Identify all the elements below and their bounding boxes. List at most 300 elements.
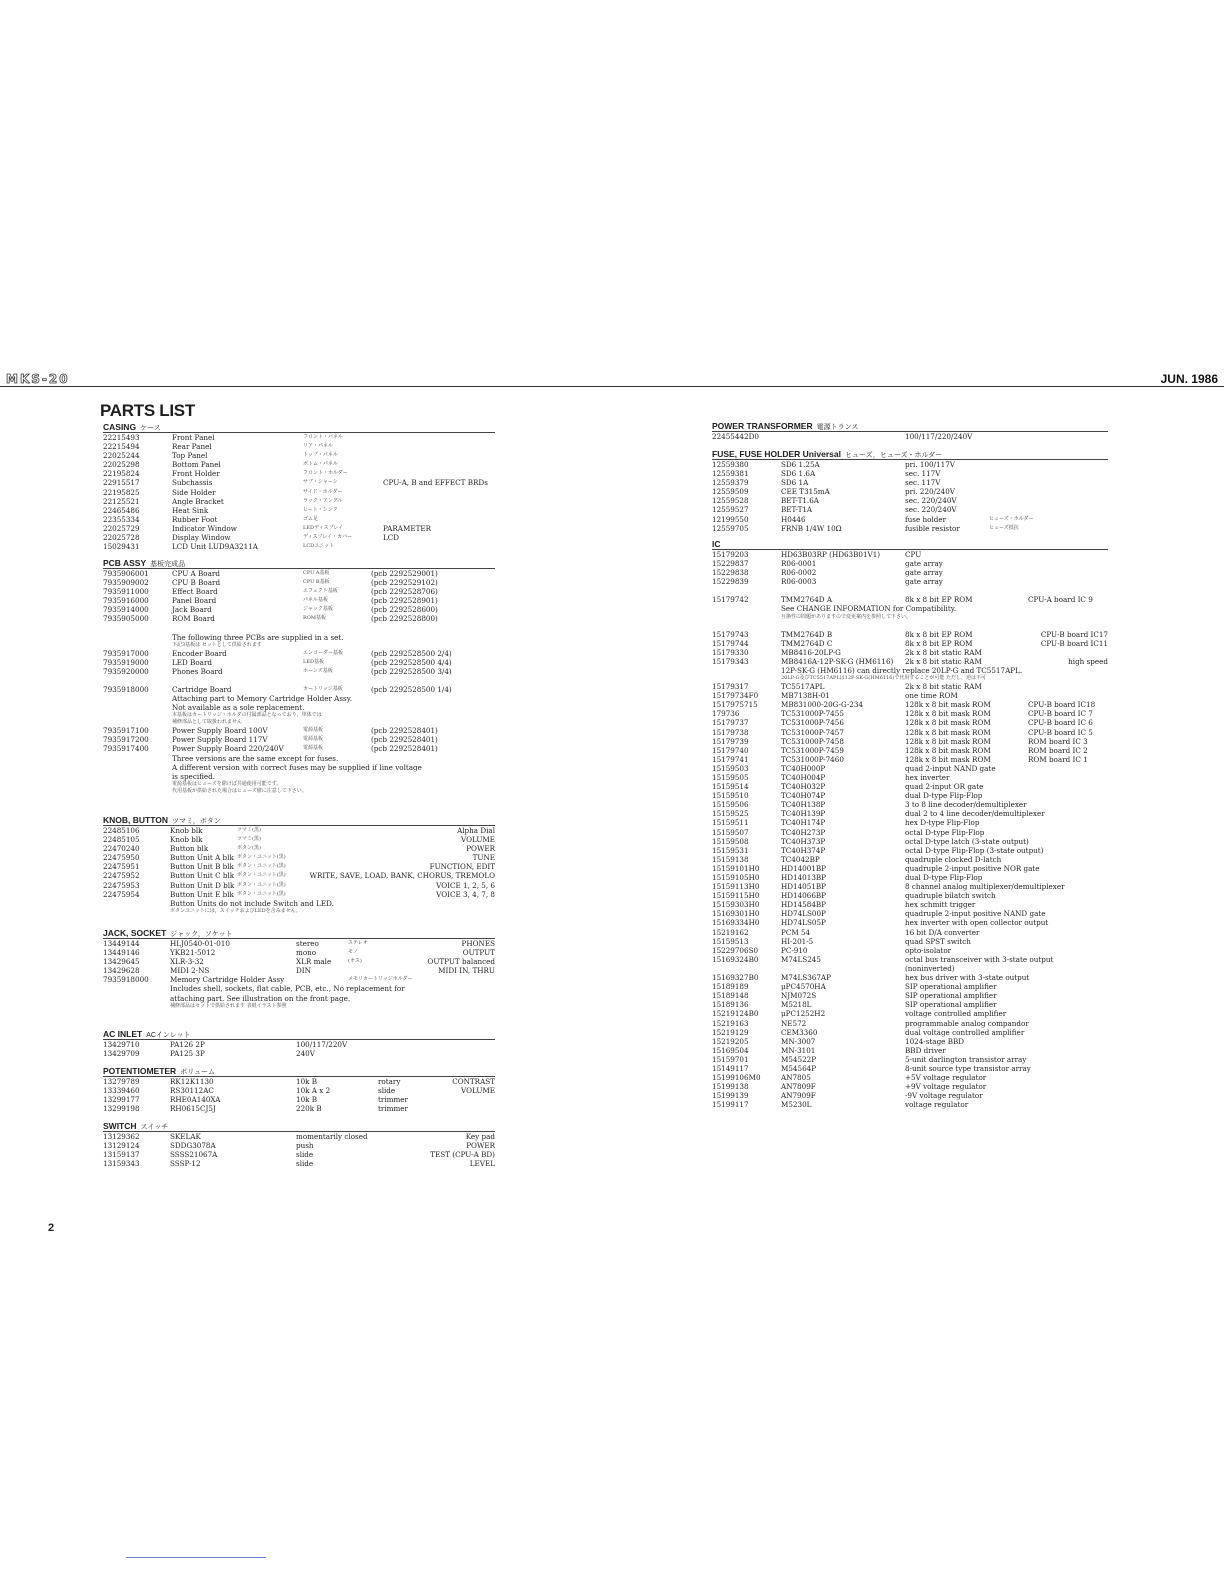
table-cell: HD14066BP [781, 891, 827, 901]
table-row [103, 533, 495, 542]
table-cell: push [296, 1141, 314, 1151]
table-cell: 15229706S0 [712, 945, 759, 955]
table-cell: 2k x 8 bit static RAM [905, 682, 982, 692]
table-cell: 8k x 8 bit EP ROM [905, 595, 973, 605]
table-cell: 電源基板 [303, 736, 324, 743]
table-cell: 10k A x 2 [296, 1086, 331, 1096]
table-cell: 15179740 [712, 745, 749, 755]
table-cell: MB8416A-12P-SK-G (HM6116) [781, 656, 894, 666]
table-row [103, 542, 495, 551]
table-row [712, 764, 1108, 773]
table-cell: 15219124B0 [712, 1009, 759, 1019]
table-cell: 15199117 [712, 1100, 749, 1110]
table-cell: 22475954 [103, 889, 140, 899]
table-cell: 10k B [296, 1095, 318, 1105]
table-row [712, 1064, 1108, 1073]
table-cell: 7935916000 [103, 596, 149, 606]
table-cell: ヒート・シンク [303, 506, 338, 513]
table-cell: TC40H004P [781, 772, 826, 782]
table-cell: TC4042BP [781, 854, 820, 864]
table-cell: Side Holder [172, 487, 216, 497]
table-cell: ボトム・パネル [303, 461, 339, 468]
table-row [712, 837, 1108, 846]
table-cell: octal D-type latch (3-state output) [905, 836, 1029, 846]
table-cell: 22470240 [103, 844, 140, 854]
note-line: Attaching part to Memory Cartridge Holder Assy. [172, 694, 353, 704]
table-row [103, 735, 495, 744]
table-cell: 15179744 [712, 638, 749, 648]
note-line: A different version with correct fuses may be supplied if line voltage [172, 762, 422, 772]
table-cell: 15159113H0 [712, 882, 760, 892]
table-cell: 220k B [296, 1104, 322, 1114]
table-cell: 7935914000 [103, 605, 149, 615]
table-cell: -9V voltage regulator [905, 1091, 983, 1101]
table-cell: YKB21-5012 [170, 948, 216, 958]
table-cell: SD6 1.6A [781, 469, 816, 479]
section-heading: POWER TRANSFORMER 電源トランス [712, 421, 1108, 432]
table-cell: TC40H273P [781, 827, 826, 837]
table-row [103, 948, 495, 957]
table-cell: Knob blk [170, 835, 203, 845]
table-row [712, 577, 1108, 586]
table-cell: 15219162 [712, 927, 749, 937]
table-row [103, 488, 495, 497]
page-title: PARTS LIST [100, 401, 195, 420]
table-cell: 8k x 8 bit EP ROM [905, 638, 973, 648]
table-cell: 15159101H0 [712, 863, 760, 873]
table-cell: 7935917400 [103, 744, 149, 754]
table-row [712, 728, 1108, 737]
table-cell: 8k x 8 bit EP ROM [905, 629, 973, 639]
table-cell: octal D-type Flip-Flop (3-state output) [905, 845, 1044, 855]
table-cell: 15159514 [712, 782, 749, 792]
table-cell: 7935917100 [103, 726, 149, 736]
transformer-rows [712, 432, 1108, 441]
note-line: is specified. [172, 771, 216, 781]
table-cell: (pcb 2292528901) [371, 596, 438, 606]
table-cell: 13299198 [103, 1104, 140, 1114]
table-cell: TC40H139P [781, 809, 826, 819]
table-row [712, 846, 1108, 855]
table-cell: (オス) [348, 958, 362, 965]
table-cell: 7935920000 [103, 666, 149, 676]
table-cell: TC531000P-7455 [781, 709, 844, 719]
table-cell: ボタン・ユニット(黒) [237, 854, 286, 861]
table-row [103, 1040, 495, 1049]
table-row [712, 909, 1108, 918]
table-cell: BET-T1A [781, 505, 813, 515]
table-row [712, 478, 1108, 487]
table-cell: hex inverter with open collector output [905, 918, 1049, 928]
table-cell: CPU-B board IC11 [1040, 638, 1108, 648]
table-row [712, 800, 1108, 809]
table-cell: LEDディスプレイ [303, 524, 344, 531]
table-row [712, 496, 1108, 505]
table-cell: 13449146 [103, 948, 140, 958]
table-cell: 12199550 [712, 514, 749, 524]
table-cell: (pcb 2292528500 4/4) [371, 657, 452, 667]
table-cell: MIDI 2-NS [170, 966, 210, 976]
section-knob-button [103, 815, 495, 915]
table-cell: XLR-3-32 [170, 957, 204, 967]
table-cell: H0446 [781, 514, 806, 524]
table-cell: TC40H138P [781, 800, 826, 810]
knob-rows [103, 826, 495, 899]
table-cell: 5-unit darlington transistor array [905, 1054, 1027, 1064]
table-cell: 15189136 [712, 1000, 749, 1010]
table-row [712, 955, 1108, 964]
table-cell: 15159507 [712, 827, 749, 837]
section-ic [712, 539, 1108, 1109]
ic-rows-c [712, 630, 1108, 666]
table-cell: ROM Board [172, 614, 215, 624]
table-row [712, 691, 1108, 700]
table-cell: mono [296, 948, 317, 958]
table-cell: Subchassis [172, 478, 213, 488]
table-cell: Display Window [172, 533, 231, 543]
table-cell: 22475950 [103, 853, 140, 863]
page-number: 2 [48, 1222, 55, 1234]
note-line: Three versions are the same except for fuses. [172, 753, 339, 763]
table-cell: (pcb 2292528500 1/4) [371, 684, 452, 694]
table-row [712, 900, 1108, 909]
table-cell: CPU A Board [172, 569, 220, 578]
table-cell: DIN [296, 966, 311, 976]
table-row [712, 1091, 1108, 1100]
table-cell: hex D-type Flip-Flop [905, 818, 980, 828]
table-cell: HD14001BP [781, 863, 827, 873]
table-row [712, 791, 1108, 800]
table-cell: ツマミ(黒) [237, 836, 261, 843]
table-cell: 13449144 [103, 939, 140, 948]
table-row [712, 487, 1108, 496]
footer-rule [126, 1557, 266, 1558]
table-cell: 15219205 [712, 1036, 749, 1046]
section-heading: POTENTIOMETER ボリューム [103, 1066, 495, 1077]
table-row [712, 928, 1108, 937]
table-row [712, 1037, 1108, 1046]
table-cell: TC531000P-7459 [781, 745, 844, 755]
table-row [103, 871, 495, 880]
table-cell: 22195824 [103, 469, 140, 479]
table-row [103, 658, 495, 667]
table-cell: Phones Board [172, 666, 223, 676]
table-cell: 15159505 [712, 772, 749, 782]
table-cell: ボタン(黒) [237, 845, 261, 852]
note-line-jp: 補修部品として取扱われません [172, 719, 243, 726]
table-cell: fusible resistor [905, 523, 960, 533]
table-cell: PCM 54 [781, 927, 811, 937]
table-cell: CEM3360 [781, 1027, 818, 1037]
table-row [712, 718, 1108, 727]
table-cell: Power Supply Board 117V [172, 735, 268, 745]
switch-rows [103, 1132, 495, 1168]
table-cell: MN-3101 [781, 1045, 816, 1055]
table-cell: Key pad [465, 1132, 495, 1141]
table-cell: 179736 [712, 709, 740, 719]
table-cell: Jack Board [172, 605, 212, 615]
table-cell: 15179330 [712, 647, 749, 657]
table-cell: CPU-B board IC 5 [1028, 727, 1093, 737]
table-cell: 7935906001 [103, 569, 149, 578]
table-cell: 15219129 [712, 1027, 749, 1037]
section-pcb-assy [103, 558, 495, 795]
table-cell: gate array [905, 559, 943, 569]
table-cell: Knob blk [170, 826, 203, 835]
table-cell: CPU-A, B and EFFECT BRDs [383, 478, 488, 488]
table-row [712, 746, 1108, 755]
table-cell: Rear Panel [172, 442, 212, 452]
pcb-rows-2 [103, 649, 495, 676]
table-cell: 3 to 8 line decoder/demultiplexer [905, 800, 1027, 810]
table-cell: CPU-A board IC 9 [1028, 595, 1093, 605]
table-cell: BET-T1.6A [781, 496, 819, 506]
table-cell: 128k x 8 bit mask ROM [905, 736, 991, 746]
table-row [103, 596, 495, 605]
table-row [103, 939, 495, 948]
table-cell: モノ [348, 949, 358, 956]
table-row [103, 515, 495, 524]
table-cell: PC-910 [781, 945, 808, 955]
table-cell: パネル基板 [303, 597, 329, 604]
table-cell: 7935918000 [103, 975, 149, 985]
table-cell: 100/117/220V [296, 1040, 348, 1049]
table-cell: 15159510 [712, 791, 749, 801]
table-row [712, 639, 1108, 648]
table-cell: 15219163 [712, 1018, 749, 1028]
table-cell: 15149117 [712, 1063, 749, 1073]
table-row [712, 709, 1108, 718]
table-row [712, 991, 1108, 1000]
table-cell: TC40H074P [781, 791, 826, 801]
table-cell: トップ・パネル [303, 452, 338, 459]
table-row [712, 460, 1108, 469]
table-row [712, 855, 1108, 864]
table-cell: NE572 [781, 1018, 807, 1028]
note-line: Not available as a sole replacement. [172, 703, 305, 713]
table-row [712, 946, 1108, 955]
table-cell: 128k x 8 bit mask ROM [905, 700, 991, 710]
ic-rows-e [712, 973, 1108, 1109]
table-cell: Panel Board [172, 596, 217, 606]
table-cell: 15029431 [103, 542, 140, 552]
table-cell: Effect Board [172, 587, 218, 597]
table-cell: MIDI IN, THRU [438, 966, 495, 976]
section-heading: JACK, SOCKET ジャック，ソケット [103, 928, 495, 939]
table-cell: dual voltage controlled amplifier [905, 1027, 1025, 1037]
table-cell: 22455442D0 [712, 432, 759, 441]
table-cell: 15179734F0 [712, 691, 759, 701]
table-row [103, 862, 495, 871]
table-cell: 7935918000 [103, 684, 149, 694]
table-row [712, 568, 1108, 577]
table-cell: hex bus driver with 3-state output [905, 973, 1030, 983]
table-row [712, 1000, 1108, 1009]
table-cell: OUTPUT [462, 948, 495, 958]
table-cell: フロント・ホルダー [303, 470, 348, 477]
table-cell: TMM2764D B [781, 629, 833, 639]
table-cell: trimmer [378, 1095, 408, 1105]
table-cell: SIP operational amplifier [905, 1000, 997, 1010]
table-row [103, 1086, 495, 1095]
section-heading: SWITCH スイッチ [103, 1121, 495, 1132]
table-cell: TC5517APL [781, 682, 825, 692]
table-cell: ゴム足 [303, 515, 319, 522]
table-cell: CPU-B board IC17 [1040, 629, 1108, 639]
table-row [712, 595, 1108, 604]
note-line-jp: 本基板はカートリッジ・ホルダの付属部品となっており，単体では [172, 712, 322, 719]
table-cell: 電源基板 [303, 727, 324, 734]
table-cell: μPC1252H2 [781, 1009, 826, 1019]
table-cell: slide [296, 1159, 314, 1169]
ic-note-b-jp: 互換性の問題がありますので変更案内を参照して下さい。 [781, 613, 912, 620]
table-cell: 1024-stage BBD [905, 1036, 965, 1046]
table-cell: Top Panel [172, 451, 208, 461]
table-row [103, 451, 495, 460]
table-row [103, 835, 495, 844]
table-row [103, 569, 495, 578]
table-cell: sec. 117V [905, 478, 941, 488]
table-row [712, 973, 1108, 982]
table-cell: TC531000P-7458 [781, 736, 844, 746]
ic-row-b [712, 595, 1108, 604]
table-cell: R06-0003 [781, 577, 817, 587]
table-cell: LCDユニット [303, 543, 334, 550]
table-cell: LCD Unit LUD9A3211A [172, 542, 258, 552]
table-cell: 12559380 [712, 460, 749, 469]
table-cell: 12559509 [712, 487, 749, 497]
ic-rows-d [712, 682, 1108, 964]
table-cell: quadruple 2-input positive NAND gate [905, 909, 1046, 919]
table-row [103, 966, 495, 975]
table-cell: SD6 1A [781, 478, 809, 488]
section-heading: AC INLET ACインレット [103, 1029, 495, 1040]
table-cell: 128k x 8 bit mask ROM [905, 754, 991, 764]
table-cell: 15179742 [712, 595, 749, 605]
table-row [712, 809, 1108, 818]
table-cell: NJM072S [781, 991, 817, 1001]
table-row [712, 1082, 1108, 1091]
table-cell: 15179343 [712, 656, 749, 666]
table-cell: quadruple clocked D-latch [905, 854, 1002, 864]
table-cell: 15179317 [712, 682, 749, 692]
table-cell: 16 bit D/A converter [905, 927, 980, 937]
table-row [103, 726, 495, 735]
table-row [712, 882, 1108, 891]
table-cell: pri. 100/117V [905, 460, 955, 469]
table-cell: programmable analog compandor [905, 1018, 1029, 1028]
table-cell: ROM基板 [303, 615, 326, 622]
table-cell: 15159525 [712, 809, 749, 819]
table-cell: BBD driver [905, 1045, 946, 1055]
table-row [712, 1100, 1108, 1109]
pcb-note-cartridge [103, 694, 495, 712]
table-cell: ROM board IC 1 [1028, 754, 1088, 764]
pcb-note-power [103, 754, 495, 781]
ic-note-c: 12P-SK-G (HM6116) can directly replace 20LP-G and TC5517APL. [781, 665, 1023, 675]
table-cell: quad 2-input OR gate [905, 782, 984, 792]
table-cell: SIP operational amplifier [905, 982, 997, 992]
table-cell: one time ROM [905, 691, 958, 701]
table-cell: SKELAK [170, 1132, 201, 1141]
table-row [712, 937, 1108, 946]
table-cell: ROM board IC 2 [1028, 745, 1088, 755]
table-cell: 12559528 [712, 496, 749, 506]
table-cell: LCD [383, 533, 400, 543]
table-cell: gate array [905, 568, 943, 578]
table-row [712, 1028, 1108, 1037]
table-cell: RS30112AC [170, 1086, 214, 1096]
table-row [712, 469, 1108, 478]
table-row [712, 432, 1108, 441]
table-row [712, 630, 1108, 639]
table-cell: CPU-B board IC 6 [1028, 718, 1093, 728]
table-cell: Button Unit A blk [170, 853, 234, 863]
table-row [712, 550, 1108, 559]
table-cell: 22475953 [103, 880, 140, 890]
table-cell: エフェクト基板 [303, 588, 338, 595]
table-cell: AN7805 [781, 1073, 811, 1083]
table-row [103, 649, 495, 658]
pcb-row-cartridge [103, 685, 495, 694]
table-cell: Alpha Dial [457, 826, 495, 835]
table-row [712, 891, 1108, 900]
table-cell: フロント・パネル [303, 434, 344, 440]
table-row [712, 737, 1108, 746]
table-cell: M5230L [781, 1100, 812, 1110]
table-cell: sec. 117V [905, 469, 941, 479]
table-cell: 15159115H0 [712, 891, 760, 901]
table-cell: 15159508 [712, 836, 749, 846]
ic-note-d: (noninverted) [905, 963, 955, 973]
table-cell: LED基板 [303, 658, 324, 665]
table-cell: Button Unit D blk [170, 880, 235, 890]
note-line: Includes shell, sockets, flat cable, PCB, etc., No replacement for [170, 984, 405, 994]
table-cell: 15229839 [712, 577, 749, 587]
table-cell: ヒューズ・ホルダー [989, 515, 1034, 522]
table-cell: Rubber Foot [172, 514, 218, 524]
table-cell: 15159511 [712, 818, 749, 828]
section-heading: PCB ASSY 基板完成品 [103, 558, 495, 569]
potentiometer-rows [103, 1077, 495, 1113]
table-cell: 15159701 [712, 1054, 749, 1064]
table-cell: 22195825 [103, 487, 140, 497]
table-cell: 13129124 [103, 1141, 140, 1151]
table-cell: 12559705 [712, 523, 749, 533]
table-row [712, 755, 1108, 764]
model-logo: MKS-20 [6, 372, 70, 386]
table-cell: opto-isolator [905, 945, 952, 955]
table-cell: Angle Bracket [172, 496, 224, 506]
table-cell: SSSP-12 [170, 1159, 201, 1169]
table-cell: R06-0001 [781, 559, 817, 569]
table-cell: 15169334H0 [712, 918, 760, 928]
table-cell: 15199138 [712, 1082, 749, 1092]
table-cell: ボタン・ユニット(黒) [237, 881, 286, 888]
table-cell: (pcb 2292528401) [371, 735, 438, 745]
table-cell: CONTRAST [452, 1077, 495, 1086]
table-cell: pri. 220/240V [905, 487, 955, 497]
table-cell: Memory Cartridge Holder Assy [170, 975, 285, 985]
table-cell: PA126 2P [170, 1040, 205, 1049]
table-row [712, 657, 1108, 666]
table-cell: VOLUME [461, 835, 495, 845]
table-cell: PARAMETER [383, 523, 432, 533]
section-power-transformer [712, 421, 1108, 441]
table-cell: HLJ0540-01-010 [170, 939, 230, 948]
table-cell: サブ・シャーシ [303, 479, 338, 486]
table-cell: 13429709 [103, 1049, 140, 1059]
